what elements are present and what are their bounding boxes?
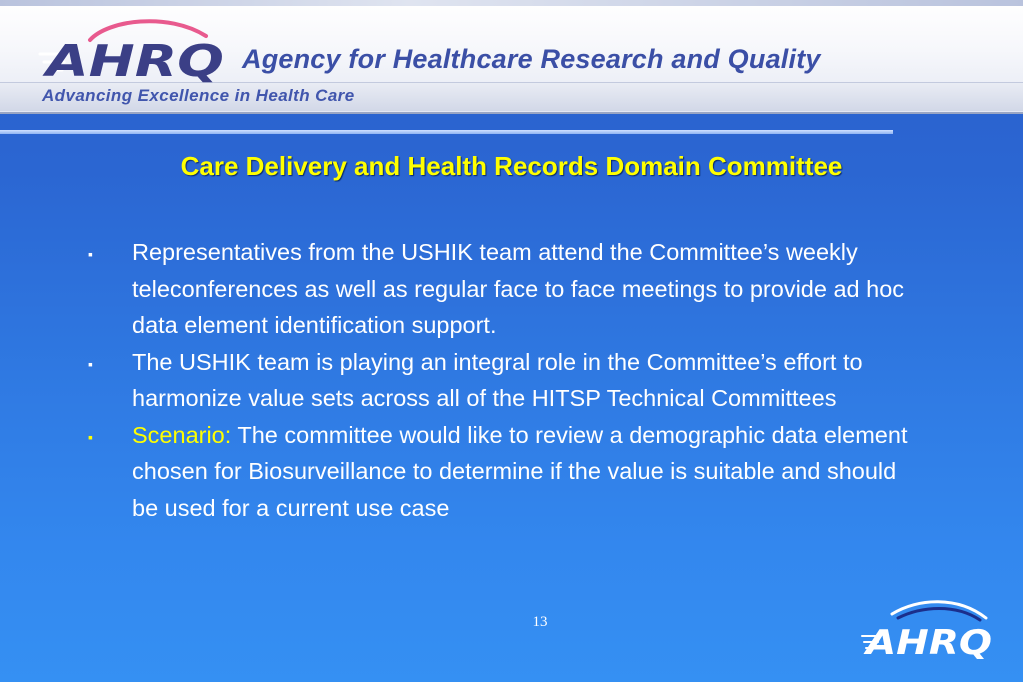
ahrq-logo bbox=[38, 14, 230, 84]
bullet-square-icon: ▪ bbox=[88, 355, 93, 372]
bullet-list bbox=[88, 234, 908, 526]
logo-text: AHRQ bbox=[42, 36, 224, 84]
page-number: 13 bbox=[532, 614, 548, 630]
banner-top-line bbox=[0, 0, 1023, 6]
ahrq-footer-logo bbox=[858, 600, 998, 662]
agency-name: Agency for Healthcare Research and Quality bbox=[242, 44, 821, 74]
bullet-text: Representatives from the USHIK team attend the Committee’s weekly teleconferences as well as regular face to face meetings to provide ad hoc data element identification support. bbox=[132, 239, 905, 338]
bullet-square-icon: ▪ bbox=[88, 428, 93, 445]
bullet-square-icon: ▪ bbox=[88, 246, 93, 262]
bullet-item bbox=[88, 344, 908, 417]
bullet-text: The USHIK team is playing an integral role in the Committee’s effort to harmonize value sets across all of the HITSP Technical Committees bbox=[132, 348, 863, 411]
header-banner bbox=[0, 0, 1023, 114]
title-divider bbox=[0, 130, 893, 134]
footer-logo-text: AHRQ bbox=[862, 623, 992, 662]
scenario-label: Scenario: bbox=[132, 421, 232, 448]
tagline: Advancing Excellence in Health Care bbox=[42, 86, 355, 105]
slide-title: Care Delivery and Health Records Domain Committee bbox=[180, 151, 843, 181]
bullet-item bbox=[88, 234, 908, 344]
bullet-text: The committee would like to review a demographic data element chosen for Biosurveillance to determine if the value is suitable and should be used for a current use case bbox=[132, 421, 908, 521]
bullet-item-scenario bbox=[88, 417, 908, 527]
